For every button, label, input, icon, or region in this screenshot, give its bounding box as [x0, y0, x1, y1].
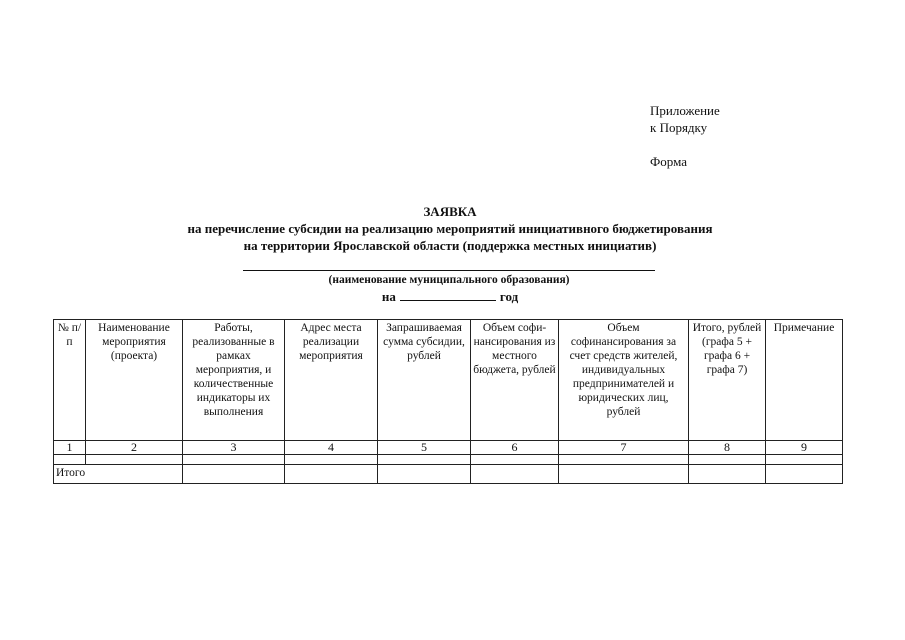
year-line [300, 289, 600, 305]
empty-cell [559, 455, 689, 465]
column-number: 9 [766, 441, 843, 455]
column-number: 2 [86, 441, 183, 455]
empty-cell [689, 455, 766, 465]
header-cell-cofinancing: Объем софинансирования за счет средств жителей, индивидуальных предпринимателей и юридических лиц, рублей [559, 320, 689, 441]
total-row [54, 465, 843, 484]
application-table [53, 319, 843, 484]
appendix-line-1: Приложение [650, 103, 720, 118]
empty-cell [378, 465, 471, 484]
empty-cell [766, 455, 843, 465]
empty-data-row [54, 455, 843, 465]
empty-cell [285, 455, 378, 465]
empty-cell [378, 455, 471, 465]
column-number: 6 [471, 441, 559, 455]
appendix-line-2: к Порядку [650, 120, 708, 135]
empty-cell [54, 455, 86, 465]
year-prefix: на [381, 289, 396, 304]
empty-cell [183, 465, 285, 484]
document-heading [100, 203, 800, 254]
municipality-caption: (наименование муниципального образования) [328, 274, 570, 286]
empty-cell [471, 455, 559, 465]
header-cell-address: Адрес места реализации мероприятия [285, 320, 378, 441]
appendix-note [650, 102, 720, 136]
document-title: ЗАЯВКА [423, 204, 477, 219]
column-number: 3 [183, 441, 285, 455]
column-number: 7 [559, 441, 689, 455]
header-cell-subsidy: Запрашиваемая сумма субсидии, рублей [378, 320, 471, 441]
empty-cell [183, 455, 285, 465]
column-number-row [54, 441, 843, 455]
empty-cell [766, 465, 843, 484]
header-cell-local-budget: Объем софи-нансирования из местного бюджета, рублей [471, 320, 559, 441]
total-label: Итого [54, 465, 183, 484]
header-cell-name: Наименование мероприятия (проекта) [86, 320, 183, 441]
column-number: 8 [689, 441, 766, 455]
empty-cell [689, 465, 766, 484]
document-subtitle-line-2: на территории Ярославской области (поддержка местных инициатив) [243, 238, 657, 253]
municipality-blank-line [243, 270, 655, 271]
header-cell-note: Примечание [766, 320, 843, 441]
column-number: 1 [54, 441, 86, 455]
form-label: Форма [650, 154, 687, 169]
header-cell-works: Работы, реализованные в рамках мероприятия, и количественные индикаторы их выполнения [183, 320, 285, 441]
empty-cell [285, 465, 378, 484]
year-blank [400, 289, 496, 301]
table-header-row [54, 320, 843, 441]
document-subtitle-line-1: на перечисление субсидии на реализацию мероприятий инициативного бюджетирования [187, 221, 713, 236]
empty-cell [86, 455, 183, 465]
column-number: 4 [285, 441, 378, 455]
header-cell-total: Итого, рублей (графа 5 + графа 6 + графа 7) [689, 320, 766, 441]
empty-cell [559, 465, 689, 484]
column-number: 5 [378, 441, 471, 455]
year-suffix: год [499, 289, 519, 304]
header-cell-number: № п/п [54, 320, 86, 441]
empty-cell [471, 465, 559, 484]
